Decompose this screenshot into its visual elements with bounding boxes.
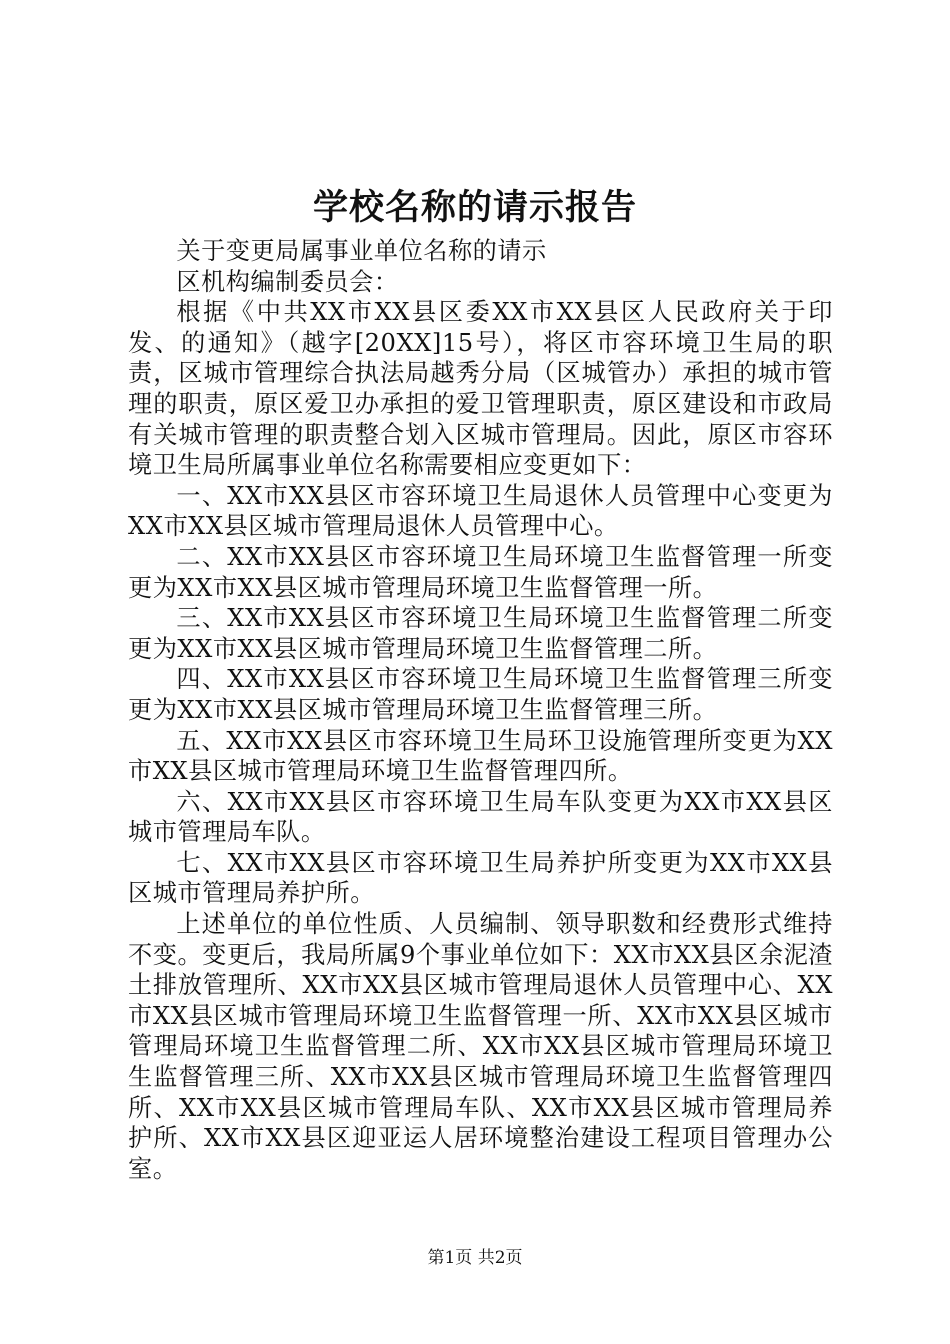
list-item-5: 五、XX市XX县区市容环境卫生局环卫设施管理所变更为XX市XX县区城市管理局环境卫生监督管理四所。 — [128, 726, 833, 786]
list-item-2: 二、XX市XX县区市容环境卫生局环境卫生监督管理一所变更为XX市XX县区城市管理局环境卫生监督管理一所。 — [128, 542, 833, 602]
list-item-3: 三、XX市XX县区市容环境卫生局环境卫生监督管理二所变更为XX市XX县区城市管理局环境卫生监督管理二所。 — [128, 604, 833, 663]
list-item-6: 六、XX市XX县区市容环境卫生局车队变更为XX市XX县区城市管理局车队。 — [128, 787, 833, 847]
page-footer: 第1页 共2页 — [427, 1248, 523, 1268]
list-item-1: 一、XX市XX县区市容环境卫生局退休人员管理中心变更为XX市XX县区城市管理局退休人员管理中心。 — [128, 481, 833, 541]
document-title: 学校名称的请示报告 — [312, 187, 637, 228]
document-body — [128, 236, 833, 1184]
body-paragraph: 根据《中共XX市XX县区委XX市XX县区人民政府关于印发、的通知》（越字[20XX]15号），将区市容环境卫生局的职责，区城市管理综合执法局越秀分局（区城管办）承担的城市管理的职责，原区爱卫办承担的爱卫管理职责，原区建设和市政局有关城市管理的职责整合划入区城市管理局。因此，原区市容环境卫生局所属事业单位名称需要相应变更如下： — [128, 298, 833, 480]
list-item-7: 七、XX市XX县区市容环境卫生局养护所变更为XX市XX县区城市管理局养护所。 — [128, 848, 833, 908]
summary-paragraph: 上述单位的单位性质、人员编制、领导职数和经费形式维持不变。变更后，我局所属9个事业单位如下：XX市XX县区余泥渣土排放管理所、XX市XX县区城市管理局退休人员管理中心、XX市XX县区城市管理局环境卫生监督管理一所、XX市XX县区城市管理局环境卫生监督管理二所、XX市XX县区城市管理局环境卫生监督管理三所、XX市XX县区城市管理局环境卫生监督管理四所、XX市XX县区城市管理局车队、XX市XX县区城市管理局养护所、XX市XX县区迎亚运人居环境整治建设工程项目管理办公室。 — [128, 910, 833, 1183]
list-item-4: 四、XX市XX县区市容环境卫生局环境卫生监督管理三所变更为XX市XX县区城市管理局环境卫生监督管理三所。 — [128, 665, 833, 724]
subject-line: 关于变更局属事业单位名称的请示 — [176, 237, 547, 265]
addressee-line: 区机构编制委员会： — [176, 267, 399, 296]
